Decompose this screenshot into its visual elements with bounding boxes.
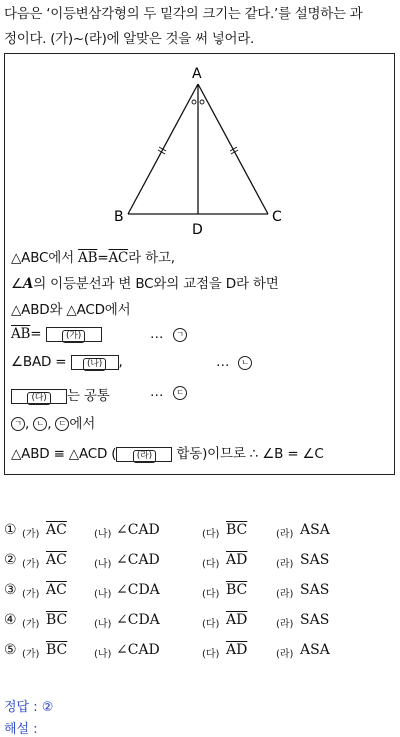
label-a: A xyxy=(192,66,202,82)
angle-mark-left xyxy=(192,100,196,104)
label-c: C xyxy=(272,209,282,225)
proof-line-1: △ABC에서 $\overline{AB}=\overline{AC}$라 하고, xyxy=(11,250,175,266)
label-b: B xyxy=(114,209,124,225)
question-line-1: 다음은 ‘이등변삼각형의 두 밑각의 크기는 같다.’를 설명하는 과 xyxy=(4,6,363,22)
proof-line-4: $\overline{AB}=$ (가) … ㄱ xyxy=(11,326,102,342)
blank-na[interactable]: (나) xyxy=(71,355,119,370)
triangle-figure xyxy=(5,54,396,244)
blank-da[interactable]: (다) xyxy=(11,389,67,404)
label-d: D xyxy=(192,222,203,238)
proof-line-5: ∠BAD = (나) , … ㄴ xyxy=(11,354,123,370)
angle-mark-right xyxy=(200,100,204,104)
mark-circle-1: ㄱ xyxy=(173,328,187,342)
mark-circle-2: ㄴ xyxy=(238,356,252,370)
answer-text: 정답 : ② xyxy=(4,700,54,715)
explanation-label: 해설 : xyxy=(4,722,38,737)
blank-ga[interactable]: (가) xyxy=(46,327,102,342)
proof-box xyxy=(4,53,395,475)
proof-line-2: ∠A의 이등분선과 변 BC와의 교점을 D라 하면 xyxy=(11,276,279,292)
blank-ra[interactable]: (라) xyxy=(116,447,172,462)
question-line-2: 정이다. (가)~(라)에 알맞은 것을 써 넣어라. xyxy=(4,31,254,47)
question-text xyxy=(4,2,398,52)
proof-line-6: (다) 는 공통 … ㄷ xyxy=(11,384,110,404)
proof-line-3: △ABD와 △ACD에서 xyxy=(11,302,131,318)
proof-line-8: △ABD ≡ △ACD ( (라) 합동)이므로 ∴ ∠B = ∠C xyxy=(11,446,324,462)
mark-circle-3: ㄷ xyxy=(173,386,187,400)
proof-line-7: ㄱ , ㄴ , ㄷ 에서 xyxy=(11,412,95,432)
